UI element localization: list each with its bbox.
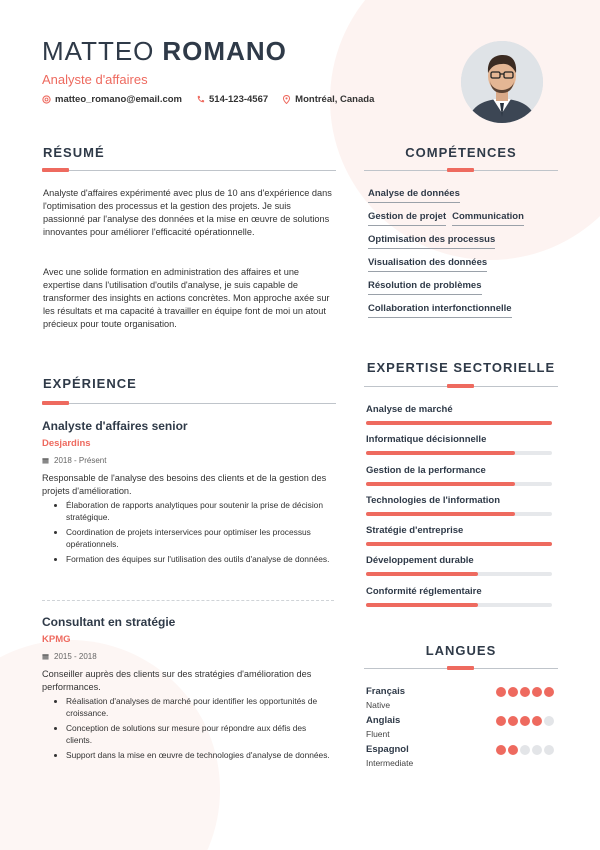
rating-dot [544, 687, 554, 697]
language-info [366, 715, 400, 739]
job-entry [42, 615, 334, 766]
calendar-icon [42, 653, 49, 660]
language-level: Fluent [366, 729, 390, 739]
expertise-bar [366, 482, 552, 486]
candidate-name [42, 36, 287, 67]
job-bullet: • Coordination de projets interservices pour optimiser les processus opérationnels. [66, 527, 334, 550]
language-item [366, 715, 554, 740]
expertise-label: Stratégie d'entreprise [366, 525, 464, 537]
contact-info [42, 94, 374, 105]
summary-heading: RÉSUMÉ [43, 145, 105, 160]
job-bullets [42, 696, 334, 762]
languages-accent [447, 666, 474, 670]
rating-dot [496, 745, 506, 755]
at-icon [42, 95, 51, 104]
expertise-item [366, 495, 552, 516]
profile-photo [461, 41, 543, 123]
rating-dot [544, 745, 554, 755]
experience-heading: EXPÉRIENCE [43, 376, 137, 391]
email-text: matteo_romano@email.com [55, 94, 182, 105]
rating-dot [520, 716, 530, 726]
language-rating [496, 745, 554, 755]
language-item [366, 686, 554, 711]
expertise-label: Informatique décisionnelle [366, 434, 487, 446]
first-name: MATTEO [42, 36, 155, 66]
rating-dot [532, 745, 542, 755]
expertise-bar-fill [366, 542, 552, 546]
expertise-label: Analyse de marché [366, 404, 453, 415]
language-rating [496, 687, 554, 697]
job-title: Analyste d'affaires senior [42, 419, 188, 433]
language-info [366, 744, 413, 768]
language-rating [496, 716, 554, 726]
summary-paragraph-1: Analyste d'affaires expérimenté avec plus de 10 ans d'expérience dans l'optimisation des processus et la gestion des projets. Je suis passionné par l'analyse des données et la mise en œuvre de solutions innovantes pour améliorer l'efficacité opérationnelle. [43, 188, 332, 237]
last-name: ROMANO [162, 36, 287, 66]
location-pin-icon [282, 95, 291, 104]
job-bullets [42, 500, 334, 566]
job-description: Responsable de l'analyse des besoins des clients et de la gestion des projets d'amélioration. [42, 473, 327, 496]
expertise-bar [366, 603, 552, 607]
skill-tag: Résolution de problèmes [368, 280, 482, 295]
expertise-bar-fill [366, 421, 552, 425]
expertise-bar-fill [366, 572, 478, 576]
rating-dot [508, 716, 518, 726]
expertise-accent [447, 384, 474, 388]
job-dates-text: 2018 - Présent [54, 456, 107, 465]
rating-dot [532, 687, 542, 697]
experience-divider [42, 403, 336, 404]
job-company: KPMG [42, 634, 71, 645]
rating-dot [544, 716, 554, 726]
expertise-bar [366, 451, 552, 455]
skill-tag: Collaboration interfonctionnelle [368, 303, 512, 318]
expertise-label: Conformité réglementaire [366, 585, 482, 597]
expertise-item [366, 525, 552, 546]
job-bullet: • Support dans la mise en œuvre de technologies d'analyse de données. [66, 750, 334, 762]
expertise-item [366, 465, 552, 486]
rating-dot [508, 687, 518, 697]
job-bullet: • Conception de solutions sur mesure pour répondre aux défis des clients. [66, 723, 334, 746]
expertise-item [366, 404, 552, 425]
language-name: Anglais [366, 715, 401, 726]
job-bullet: • Réalisation d'analyses de marché pour identifier les opportunités de croissance. [66, 696, 334, 719]
location-text: Montréal, Canada [295, 94, 375, 105]
skill-tag: Analyse de données [368, 188, 460, 203]
rating-dot [496, 687, 506, 697]
job-dates-text: 2015 - 2018 [54, 652, 97, 661]
phone-contact[interactable] [196, 94, 268, 105]
expertise-bar-fill [366, 603, 478, 607]
phone-text: 514-123-4567 [209, 94, 269, 105]
expertise-bar-fill [366, 512, 515, 516]
rating-dot [496, 716, 506, 726]
skills-heading: COMPÉTENCES [405, 145, 517, 160]
job-bullet: • Élaboration de rapports analytiques pour soutenir la prise de décision stratégique. [66, 500, 334, 523]
job-company: Desjardins [42, 438, 91, 449]
languages-list [366, 686, 554, 773]
skill-tag: Gestion de projet [368, 211, 446, 226]
language-level: Intermediate [366, 758, 414, 768]
skill-tag: Communication [452, 211, 524, 226]
job-dates [42, 456, 334, 465]
expertise-item [366, 434, 552, 455]
job-dates [42, 652, 334, 661]
rating-dot [508, 745, 518, 755]
avatar [461, 41, 543, 123]
expertise-label: Technologies de l'information [366, 494, 501, 506]
expertise-bar [366, 512, 552, 516]
language-info [366, 686, 405, 710]
summary-accent [42, 168, 69, 172]
experience-accent [42, 401, 69, 405]
job-role: Analyste d'affaires [42, 72, 148, 87]
languages-heading: LANGUES [425, 643, 497, 658]
job-bullet: • Formation des équipes sur l'utilisation des outils d'analyse de données. [66, 554, 334, 566]
rating-dot [520, 745, 530, 755]
expertise-bar [366, 542, 552, 546]
job-description: Conseiller auprès des clients sur des stratégies d'amélioration des performances. [42, 669, 312, 692]
skills-list [368, 188, 558, 326]
job-separator [42, 600, 334, 601]
skills-accent [447, 168, 474, 172]
expertise-list [366, 404, 552, 616]
summary-paragraph-2: Avec une solide formation en administration des affaires et une expertise dans l'utilisation d'outils d'analyse, je suis capable de transformer des insights en actions concrètes. Mon approche axée sur les résultats et ma capacité à travailler en équipe font de moi un atout précieux pour toute organisation. [43, 267, 330, 329]
job-title: Consultant en stratégie [42, 615, 176, 629]
expertise-bar [366, 421, 552, 425]
rating-dot [532, 716, 542, 726]
language-item [366, 744, 554, 769]
summary-divider [42, 170, 336, 171]
language-level: Native [366, 700, 391, 710]
expertise-heading: EXPERTISE SECTORIELLE [366, 360, 556, 375]
expertise-bar-fill [366, 451, 515, 455]
expertise-item [366, 555, 552, 576]
email-contact[interactable] [42, 94, 182, 105]
skill-tag: Optimisation des processus [368, 234, 495, 249]
location-contact [282, 94, 374, 105]
phone-icon [196, 95, 205, 104]
expertise-item [366, 586, 552, 607]
rating-dot [520, 687, 530, 697]
expertise-bar [366, 572, 552, 576]
skill-tag: Visualisation des données [368, 257, 487, 272]
expertise-label: Développement durable [366, 555, 474, 567]
language-name: Français [366, 686, 406, 697]
calendar-icon [42, 457, 49, 464]
expertise-bar-fill [366, 482, 515, 486]
expertise-label: Gestion de la performance [366, 464, 486, 476]
language-name: Espagnol [366, 744, 409, 755]
job-entry [42, 419, 334, 570]
